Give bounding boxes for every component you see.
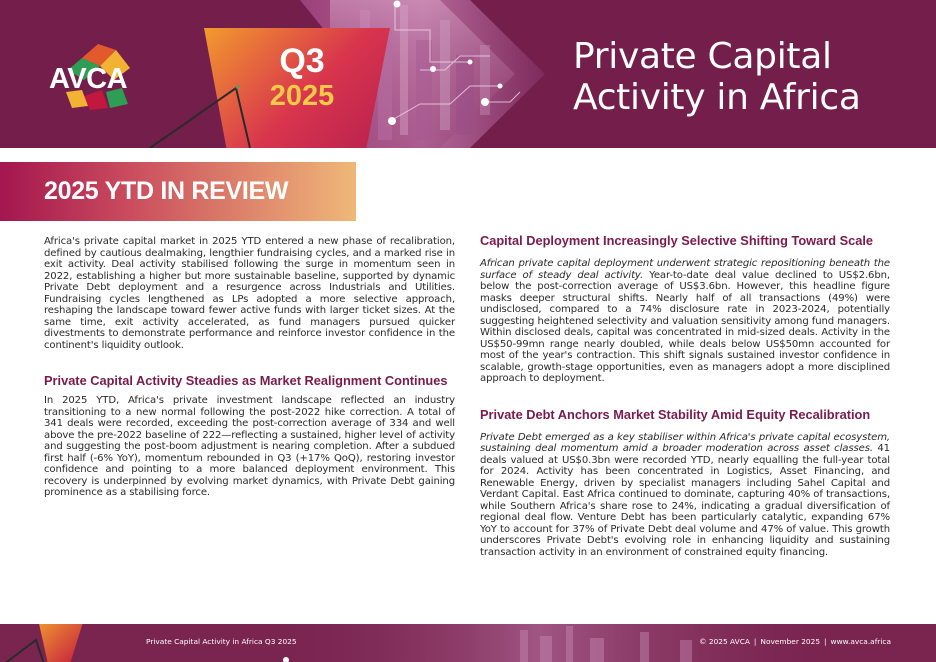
footer-meta <box>699 637 891 646</box>
private-debt-body: 41 deals valued at US$0.3bn were recorded YTD, nearly equalling the full-year total for 2024. Activity has been concentrated in Logistics, Asset Financing, and Renewable Energy, driven by specialist managers including Sahel Capital and Verdant Capital. East Africa continued to dominate, capturing 40% of transactions, while Southern Africa's share rose to 24%, indicating a gradual diversification of regional deal flow. Venture Debt has been particularly catalytic, expanding 67% YoY to account for 37% of Private Debt deal volume and 47% of value. This growth underscores Private Debt's evolving role in enhancing liquidity and sustaining transaction activity in an environment of constrained equity financing. <box>480 443 890 558</box>
capital-deployment-body: Year-to-date deal value declined to US$2.6bn, below the post-correction average of US$3.6bn. However, this headline figure masks deeper structural shifts. Nearly half of all transactions (49%) were undisclosed, compared to a 74% disclosure rate in 2023-2024, potentially suggesting heightened selectivity and valuation sensitivity among fund managers. Within disclosed deals, capital was concentrated in mid-sized deals. Activity in the US$50-99mn range nearly doubled, while deals below US$50mn accounted for most of the year's contraction. This shift signals sustained investor confidence in scalable, growth-stage opportunities, even as managers adopt a more disciplined approach to deployment. <box>480 269 890 384</box>
quarter-label: Q3 <box>279 42 325 80</box>
footer-website-link[interactable]: www.avca.africa <box>830 637 891 646</box>
quarter-badge <box>236 44 368 111</box>
private-debt-lead: Private Debt emerged as a key stabiliser within Africa's private capital ecosystem, sustaining deal momentum amid a broader moderation across asset classes. <box>480 431 890 454</box>
page-title <box>573 36 933 118</box>
private-debt-paragraph <box>480 432 890 559</box>
capital-deployment-paragraph <box>480 258 890 385</box>
footer-bar <box>0 624 936 662</box>
section-title: 2025 YTD IN REVIEW <box>44 177 289 205</box>
footer-date: November 2025 <box>760 637 821 646</box>
right-column <box>480 233 890 558</box>
capital-deployment-lead: African private capital deployment underwent strategic repositioning beneath the surface of steady deal activity. <box>480 258 890 281</box>
avca-logo-text: AVCA <box>49 63 128 95</box>
left-section-paragraph: In 2025 YTD, Africa's private investment landscape reflected an industry transitioning to a new normal following the post-2022 hike correction. A total of 341 deals were recorded, exceeding the post-correction average of 334 and well above the pre-2022 baseline of 222—reflecting a sustained, higher level of activity and suggesting the post-boom adjustment is nearing completion. After a subdued first half (-6% YoY), momentum rebounded in Q3 (+17% QoQ), restoring investor confidence and pointing to a more balanced deployment environment. This recovery is underpinned by evolving market dynamics, with Private Debt gaining prominence as a stabilising force. <box>44 395 455 498</box>
year-label: 2025 <box>269 80 335 112</box>
page-title-line-2: Activity in Africa <box>573 77 861 118</box>
footer-report-title: Private Capital Activity in Africa Q3 2025 <box>146 637 297 646</box>
intro-paragraph: Africa's private capital market in 2025 YTD entered a new phase of recalibration, defined by cautious dealmaking, lengthier fundraising cycles, and a marked rise in exit activity. Deal activity stabilised following the surge in momentum seen in 2022, establishing a higher but more sustainable baseline, supported by dynamic Private Debt deployment and a resurgence across Industrials and Utilities. Fundraising cycles lengthened as LPs adopted a more selective approach, reshaping the landscape toward fewer active funds with larger ticket sizes. At the same time, exit activity accelerated, as fund managers pursued quicker divestments to demonstrate performance and reinforce investor confidence in the continent's liquidity outlook. <box>44 236 455 351</box>
section-label <box>0 162 356 221</box>
header-banner <box>0 0 936 148</box>
left-column <box>44 236 455 499</box>
footer-separator: | <box>824 637 827 646</box>
left-section-heading: Private Capital Activity Steadies as Market Realignment Continues <box>44 373 448 388</box>
capital-deployment-heading: Capital Deployment Increasingly Selective Shifting Toward Scale <box>480 233 874 248</box>
footer-separator: | <box>753 637 757 646</box>
footer-copyright: © 2025 AVCA <box>699 637 750 646</box>
private-debt-heading: Private Debt Anchors Market Stability Amid Equity Recalibration <box>480 406 871 422</box>
page-title-line-1: Private Capital <box>573 36 832 77</box>
